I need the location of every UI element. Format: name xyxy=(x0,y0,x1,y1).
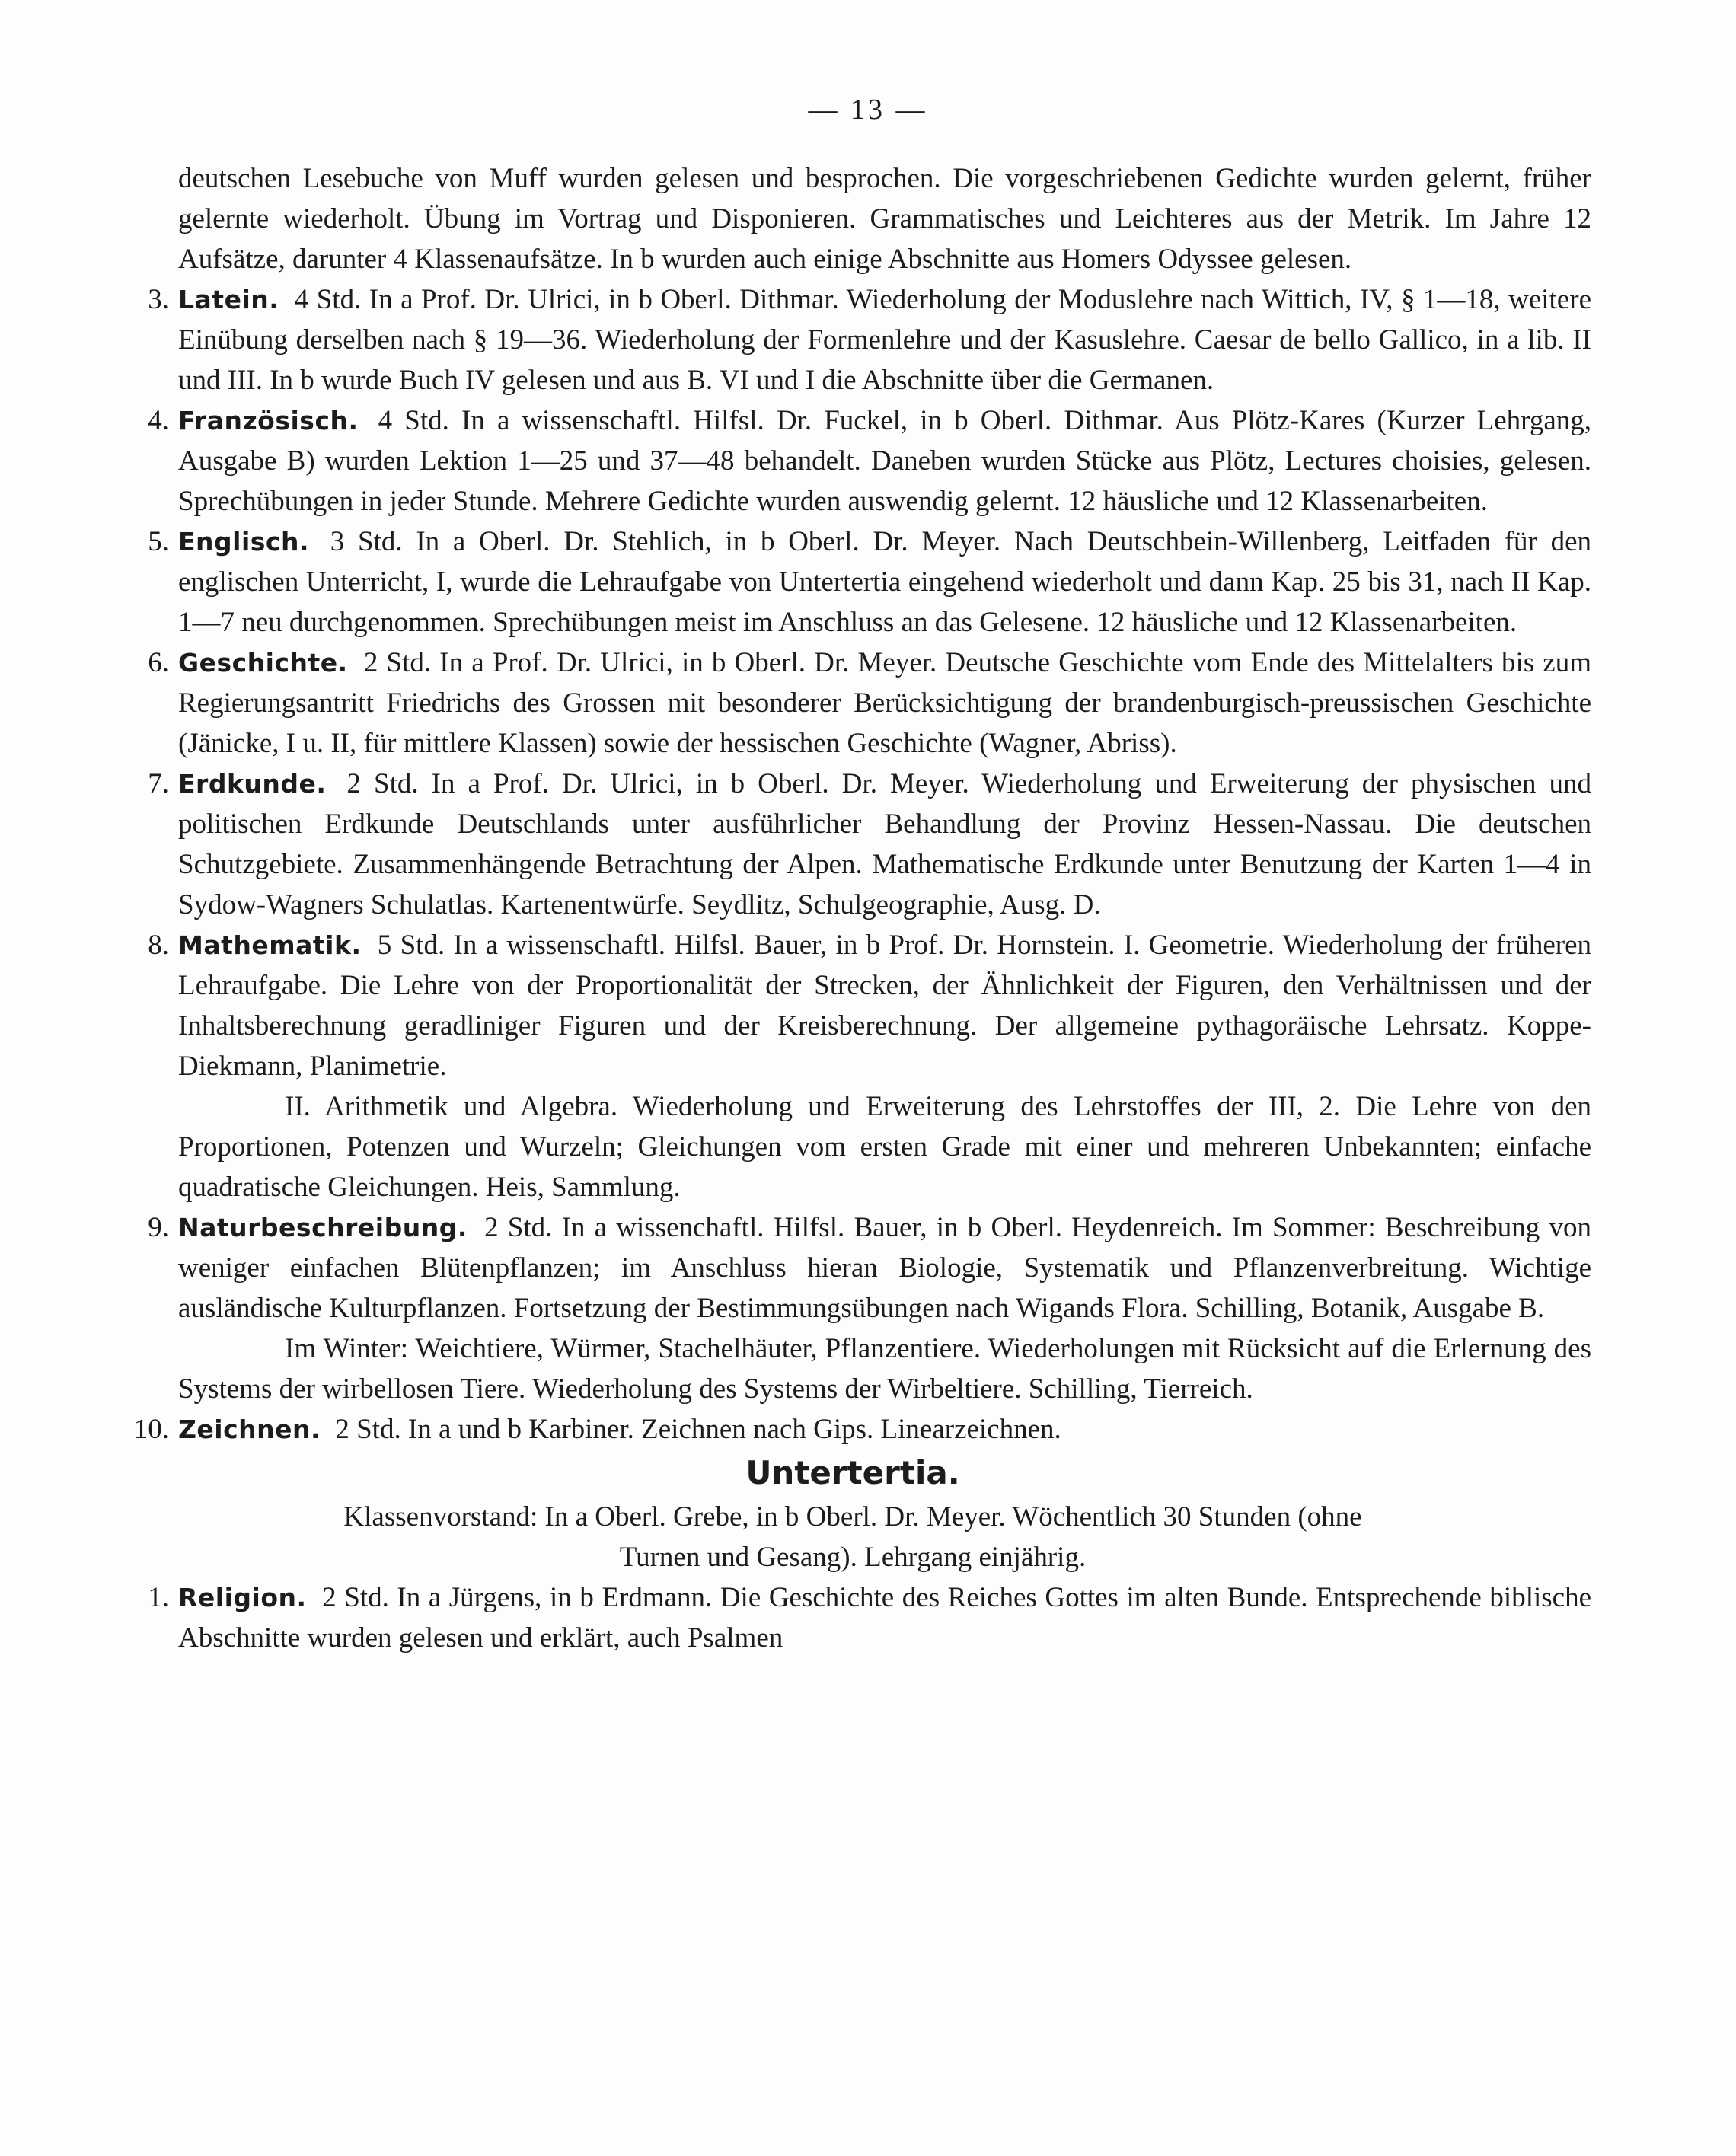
subject-name: Französisch. xyxy=(178,406,359,435)
subject-mathematik xyxy=(114,925,1591,1086)
subject-text: 4 Std. In a wissenschaftl. Hilfsl. Dr. Fuckel, in b Oberl. Dithmar. Aus Plötz-Kares (Kurzer Lehrgang, Ausgabe B) wurden Lektion 1—25 und 37—48 behandelt. Daneben wurden Stücke aus Plötz, Lectures choisies, gelesen. Sprechübungen in jeder Stunde. Mehrere Gedichte wurden auswendig gelernt. 12 häusliche und 12 Klassenarbeiten. xyxy=(178,405,1591,517)
subject-text: 2 Std. In a Prof. Dr. Ulrici, in b Oberl. Dr. Meyer. Deutsche Geschichte vom Ende des Mittelalters bis zum Regierungsantritt Friedrichs des Grossen mit besonderer Berücksichtigung der brandenburgisch-preussischen Geschichte (Jänicke, I u. II, für mittlere Klassen) sowie der hessischen Geschichte (Wagner, Abriss). xyxy=(178,647,1591,759)
subject-name: Naturbeschreibung. xyxy=(178,1213,468,1242)
subject-number: 1. xyxy=(148,1582,169,1613)
subject-name: Latein. xyxy=(178,285,279,314)
subject-name: Religion. xyxy=(178,1583,307,1612)
subject-number: 4. xyxy=(148,405,169,436)
subject-text: 5 Std. In a wissenschaftl. Hilfsl. Bauer, in b Prof. Dr. Hornstein. I. Geometrie. Wiederholung der früheren Lehraufgabe. Die Lehre von der Proportionalität der Strecken, der Ähnlichkeit der Figuren, den Verhältnissen und der Inhaltsberechnung geradliniger Figuren und der Kreisberechnung. Der allgemeine pythagoräische Lehrsatz. Koppe-Diekmann, Planimetrie. xyxy=(178,930,1592,1082)
subject-englisch xyxy=(114,521,1591,643)
klassenvorstand-line: Klassenvorstand: In a Oberl. Grebe, in b Oberl. Dr. Meyer. Wöchentlich 30 Stunden (ohne xyxy=(343,1501,1362,1532)
subject-name: Erdkunde. xyxy=(178,769,327,799)
body-text xyxy=(114,158,1591,1658)
subject-franzoesisch xyxy=(114,400,1591,521)
subject-name: Zeichnen. xyxy=(178,1414,321,1444)
subject-number: 9. xyxy=(148,1212,169,1243)
subject-number: 8. xyxy=(148,930,169,961)
subject-latein xyxy=(114,279,1591,400)
subject-naturbeschreibung-continuation: Im Winter: Weichtiere, Würmer, Stachelhäuter, Pflanzentiere. Wiederholungen mit Rücksicht auf die Erlernung des Systems der wirbellosen Tiere. Wiederholung des Systems der Wirbeltiere. Schilling, Tierreich. xyxy=(178,1333,1591,1405)
subject-number: 5. xyxy=(148,526,169,557)
subject-number: 3. xyxy=(148,284,169,315)
subject-mathematik-continuation: II. Arithmetik und Algebra. Wiederholung und Erweiterung des Lehrstoffes der III, 2. Die Lehre von den Proportionen, Potenzen und Wurzeln; Gleichungen vom ersten Grade mit einer und mehreren Unbekannten; einfache quadratische Gleichungen. Heis, Sammlung. xyxy=(178,1091,1591,1203)
subject-number: 10. xyxy=(133,1414,169,1445)
subject-text: 2 Std. In a Jürgens, in b Erdmann. Die Geschichte des Reiches Gottes im alten Bunde. Entsprechende biblische Abschnitte wurden gelesen und erklärt, auch Psalmen xyxy=(178,1582,1592,1654)
subject-text: 2 Std. In a und b Karbiner. Zeichnen nach Gips. Linearzeichnen. xyxy=(335,1414,1061,1445)
subject-erdkunde xyxy=(114,764,1591,925)
intro-paragraph: deutschen Lesebuche von Muff wurden gelesen und besprochen. Die vorgeschriebenen Gedichte wurden gelernt, früher gelernte wiederholt. Übung im Vortrag und Disponieren. Grammatisches und Leichteres aus der Metrik. Im Jahre 12 Aufsätze, darunter 4 Klassenaufsätze. In b wurden auch einige Abschnitte aus Homers Odyssee gelesen. xyxy=(178,163,1591,275)
subject-text: 2 Std. In a Prof. Dr. Ulrici, in b Oberl. Dr. Meyer. Wiederholung und Erweiterung der physischen und politischen Erdkunde Deutschlands unter ausführlicher Behandlung der Provinz Hessen-Nassau. Die deutschen Schutzgebiete. Zusammenhängende Betrachtung der Alpen. Mathematische Erdkunde unter Benutzung der Karten 1—4 in Sydow-Wagners Schulatlas. Kartenentwürfe. Seydlitz, Schulgeographie, Ausg. D. xyxy=(178,768,1591,920)
subject-text: 3 Std. In a Oberl. Dr. Stehlich, in b Oberl. Dr. Meyer. Nach Deutschbein-Willenberg, Leitfaden für den englischen Unterricht, I, wurde die Lehraufgabe von Untertertia eingehend wiederholt und dann Kap. 25 bis 31, nach II Kap. 1—7 neu durchgenommen. Sprechübungen meist im Anschluss an das Gelesene. 12 häusliche und 12 Klassenarbeiten. xyxy=(178,526,1592,638)
subject-naturbeschreibung xyxy=(114,1207,1591,1328)
klassenvorstand-line-2: Turnen und Gesang). Lehrgang einjährig. xyxy=(619,1542,1087,1573)
subject-religion xyxy=(114,1577,1591,1658)
subject-name: Geschichte. xyxy=(178,648,348,678)
section-title-untertertia: Untertertia. xyxy=(745,1454,960,1491)
subject-number: 7. xyxy=(148,768,169,799)
page-number: — 13 — xyxy=(808,94,928,126)
subject-name: Englisch. xyxy=(178,527,310,557)
subject-number: 6. xyxy=(148,647,169,678)
subject-text: 4 Std. In a Prof. Dr. Ulrici, in b Oberl. Dithmar. Wiederholung der Moduslehre nach Wittich, IV, § 1—18, weitere Einübung derselben nach § 19—36. Wiederholung der Formenlehre und der Kasuslehre. Caesar de bello Gallico, in a lib. II und III. In b wurde Buch IV gelesen und aus B. VI und I die Abschnitte über die Germanen. xyxy=(178,284,1591,396)
subject-text: 2 Std. In a wissenchaftl. Hilfsl. Bauer, in b Oberl. Heydenreich. Im Sommer: Beschreibung von weniger einfachen Blütenpflanzen; im Anschluss hieran Biologie, Systematik und Pflanzenverbreitung. Wichtige ausländische Kulturpflanzen. Fortsetzung der Bestimmungsübungen nach Wigands Flora. Schilling, Botanik, Ausgabe B. xyxy=(178,1212,1592,1324)
subject-geschichte xyxy=(114,643,1591,764)
subject-zeichnen xyxy=(114,1409,1591,1450)
subject-name: Mathematik. xyxy=(178,930,362,960)
